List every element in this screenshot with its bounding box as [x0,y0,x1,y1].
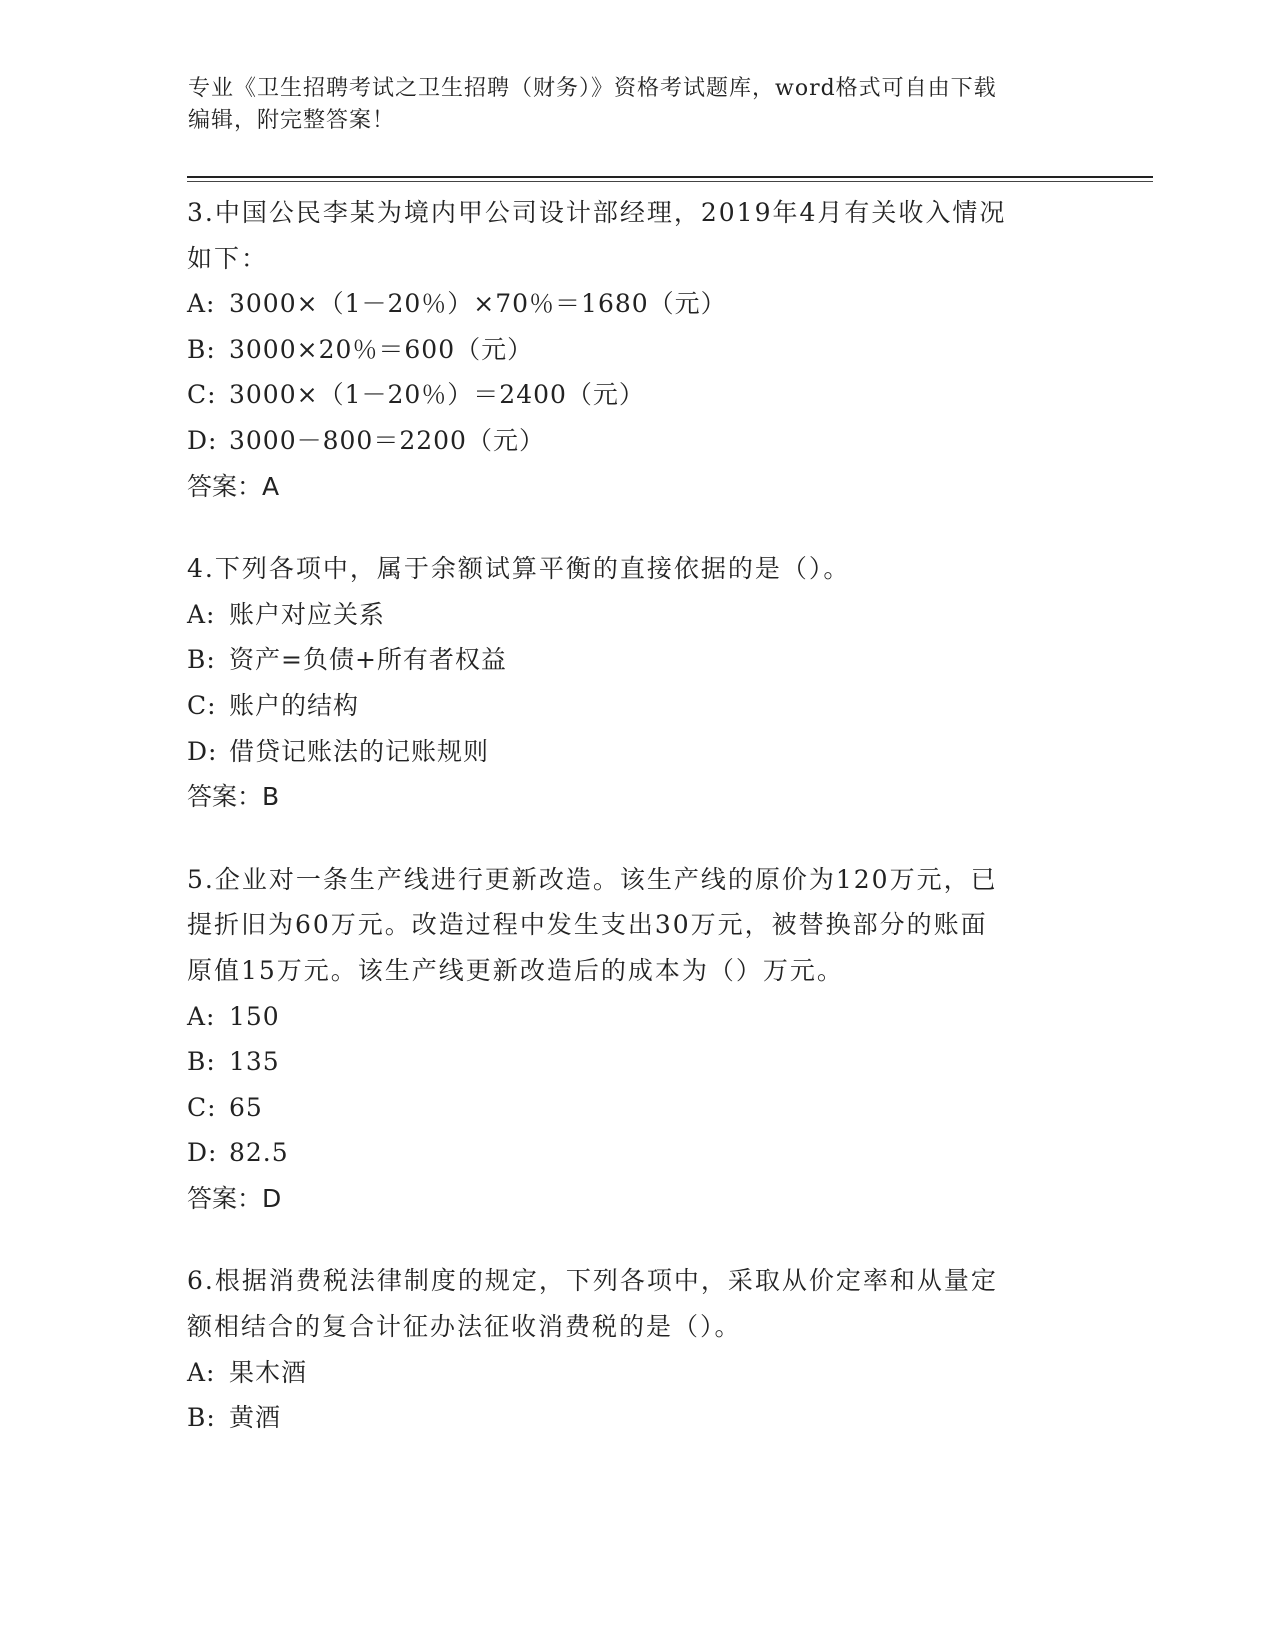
option-letter: C: [187,380,217,410]
question-stem-line: 3.中国公民李某为境内甲公司设计部经理，2019年4月有关收入情况 [187,198,1007,227]
option-letter: D: [187,1138,218,1168]
option-letter: A: [187,1357,216,1387]
question-5 [187,857,1067,1222]
option-text: 82.5 [229,1138,289,1168]
option-a [187,592,1067,638]
option-letter: A: [187,1001,216,1031]
option-text: 3000×（1－20％）×70％＝1680（元） [229,289,727,319]
option-b [187,1395,1067,1441]
question-4 [187,546,1067,820]
option-a [187,1350,1067,1396]
option-d [187,729,1067,775]
option-d [187,1130,1067,1176]
option-letter: A: [187,599,216,629]
option-c [187,1085,1067,1131]
option-b [187,637,1067,683]
option-text: 资产=负债+所有者权益 [229,645,507,675]
option-letter: D: [187,425,218,455]
option-text: 黄酒 [229,1403,282,1433]
option-text: 3000－800＝2200（元） [229,425,545,455]
option-letter: C: [187,690,217,720]
question-stem-line: 提折旧为60万元。改造过程中发生支出30万元，被替换部分的账面 [187,910,988,940]
header-line-2: 编辑，附完整答案！ [188,108,396,133]
question-list [187,190,1067,1478]
option-text: 3000×（1－20％）＝2400（元） [229,380,645,410]
header-divider-thin [187,181,1153,182]
header-divider-thick [187,176,1153,178]
option-letter: A: [187,289,216,319]
option-letter: B: [187,1403,216,1433]
document-header [188,73,1068,137]
option-letter: D: [187,736,218,766]
option-a [187,994,1067,1040]
option-b [187,327,1067,373]
question-stem-line: 额相结合的复合计征办法征收消费税的是（）。 [187,1312,742,1342]
option-a [187,281,1067,327]
question-stem-line: 如下： [187,243,269,273]
option-letter: C: [187,1092,217,1122]
option-text: 65 [229,1092,263,1122]
question-3 [187,190,1067,509]
option-letter: B: [187,645,216,675]
question-6 [187,1258,1067,1440]
option-text: 135 [229,1047,280,1077]
answer-line: 答案：D [187,1183,282,1213]
header-line-1: 专业《卫生招聘考试之卫生招聘（财务）》资格考试题库，word格式可自由下载 [188,76,997,101]
question-stem-line: 5.企业对一条生产线进行更新改造。该生产线的原价为120万元，已 [187,864,998,894]
option-b [187,1039,1067,1085]
question-stem-line: 6.根据消费税法律制度的规定，下列各项中，采取从价定率和从量定 [187,1266,998,1296]
option-letter: B: [187,334,216,364]
option-text: 150 [229,1001,280,1031]
question-stem-line: 原值15万元。该生产线更新改造后的成本为（）万元。 [187,955,844,985]
option-text: 借贷记账法的记账规则 [229,736,490,766]
answer-line: 答案：B [187,782,280,812]
option-text: 账户的结构 [229,690,360,720]
option-text: 果木酒 [229,1357,308,1387]
option-c [187,683,1067,729]
option-text: 账户对应关系 [229,599,386,629]
option-letter: B: [187,1047,216,1077]
option-c [187,372,1067,418]
answer-line: 答案：A [187,471,280,501]
question-stem-line: 4.下列各项中，属于余额试算平衡的直接依据的是（）。 [187,554,851,584]
option-d [187,418,1067,464]
option-text: 3000×20％＝600（元） [229,334,534,364]
